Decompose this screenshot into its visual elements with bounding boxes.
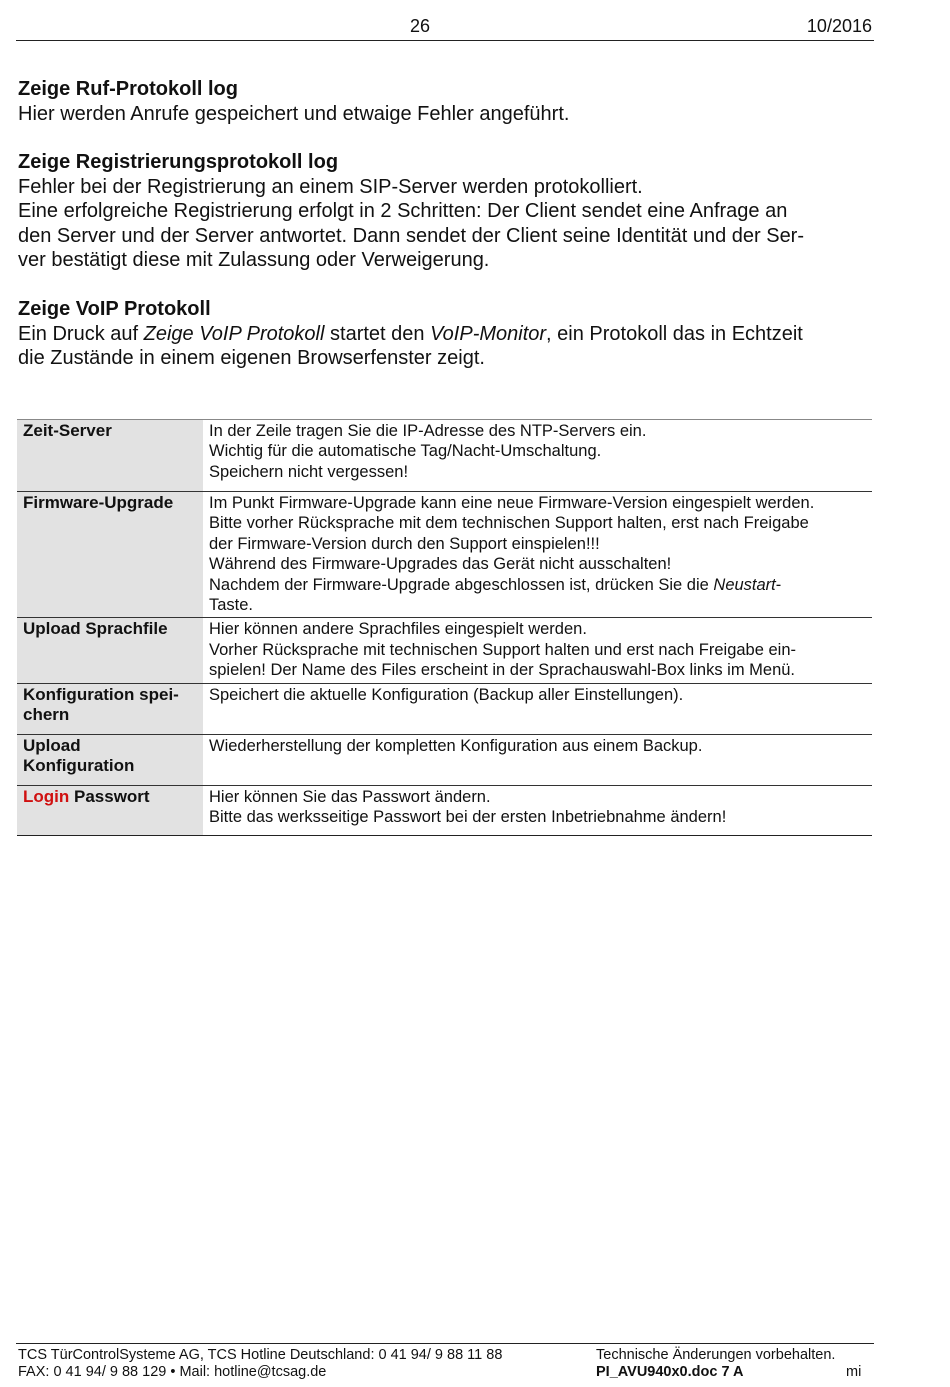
- footer-hotline: TCS TürControlSysteme AG, TCS Hotline Deutschland: 0 41 94/ 9 88 11 88: [18, 1347, 503, 1363]
- label-line: Konfiguration: [23, 756, 135, 776]
- desc-line: Im Punkt Firmware-Upgrade kann eine neue Firmware-Version eingespielt werden.: [209, 494, 815, 512]
- italic-term: Neustart: [713, 575, 776, 594]
- table-row-upload-sprachfile: [17, 618, 872, 683]
- table-row-konfiguration-speichern: [17, 683, 872, 734]
- footer-initials: mi: [846, 1364, 862, 1380]
- desc-line: Bitte das werksseitige Passwort bei der ersten Inbetriebnahme ändern!: [209, 808, 727, 827]
- desc-line: der Firmware-Version durch den Support einspielen!!!: [209, 534, 600, 553]
- section-text: [18, 322, 868, 347]
- row-description: [203, 683, 872, 734]
- row-label: [17, 683, 203, 734]
- desc-line: Wiederherstellung der kompletten Konfiguration aus einem Backup.: [209, 736, 703, 755]
- footer-fax-mail: FAX: 0 41 94/ 9 88 129 • Mail: hotline@tcsag.de: [18, 1364, 327, 1380]
- document-date: 10/2016: [806, 16, 872, 36]
- section-text: die Zustände in einem eigenen Browserfenster zeigt.: [18, 347, 485, 369]
- footer-doc-id: PI_AVU940x0.doc 7 A: [596, 1364, 744, 1380]
- section-title: Zeige Registrierungsprotokoll log: [18, 151, 339, 173]
- section-voip-protokoll: [18, 297, 868, 371]
- section-registrierungsprotokoll: [18, 150, 868, 273]
- row-description: [203, 618, 872, 683]
- desc-line: Hier können Sie das Passwort ändern.: [209, 787, 491, 806]
- desc-line: Wichtig für die automatische Tag/Nacht-Umschaltung.: [209, 442, 602, 461]
- desc-line: In der Zeile tragen Sie die IP-Adresse des NTP-Servers ein.: [209, 422, 647, 440]
- row-description: [203, 785, 872, 835]
- desc-line: Speichern nicht vergessen!: [209, 462, 409, 481]
- text-run: Nachdem der Firmware-Upgrade abgeschlossen ist, drücken Sie die: [209, 575, 714, 594]
- section-text: ver bestätigt diese mit Zulassung oder Verweigerung.: [18, 249, 490, 271]
- table-row-firmware-upgrade: [17, 492, 872, 618]
- desc-line: spielen! Der Name des Files erscheint in der Sprachauswahl-Box links im Menü.: [209, 661, 795, 680]
- label-line: chern: [23, 705, 70, 725]
- table-row-upload-konfiguration: [17, 734, 872, 785]
- section-text: Eine erfolgreiche Registrierung erfolgt in 2 Schritten: Der Client sendet eine Anfrage an: [18, 200, 788, 222]
- desc-line: [209, 575, 866, 595]
- italic-term: VoIP-Monitor: [430, 322, 547, 345]
- row-label: Upload Sprachfile: [17, 618, 203, 683]
- row-description: [203, 492, 872, 618]
- section-ruf-protokoll: [18, 77, 868, 126]
- settings-table: [17, 419, 872, 836]
- text-run: Ein Druck auf: [18, 322, 144, 345]
- section-title: Zeige Ruf-Protokoll log: [18, 78, 238, 100]
- section-title: Zeige VoIP Protokoll: [18, 298, 211, 320]
- row-label: [17, 734, 203, 785]
- text-run: startet den: [324, 322, 431, 345]
- desc-line: Hier können andere Sprachfiles eingespielt werden.: [209, 620, 587, 639]
- footer-doc-info: [596, 1347, 835, 1381]
- label-line: Upload: [23, 735, 81, 755]
- desc-line: Vorher Rücksprache mit technischen Support halten und erst nach Freigabe ein-: [209, 640, 796, 659]
- label-line: Konfiguration spei-: [23, 684, 179, 704]
- page-footer: [16, 1343, 874, 1384]
- footer-contact: [18, 1347, 502, 1381]
- page-header: [16, 14, 874, 41]
- section-text: den Server und der Server antwortet. Dann sendet der Client seine Identität und der Ser-: [18, 224, 805, 247]
- row-description: [203, 420, 872, 492]
- text-run: , ein Protokoll das in Echtzeit: [546, 322, 803, 345]
- login-highlight: Login: [23, 786, 70, 806]
- desc-line: Bitte vorher Rücksprache mit dem technischen Support halten, erst nach Freigabe: [209, 514, 809, 533]
- footer-disclaimer: Technische Änderungen vorbehalten.: [596, 1347, 836, 1363]
- table-row-zeit-server: [17, 420, 872, 492]
- section-text: Fehler bei der Registrierung an einem SIP-Server werden protokolliert.: [18, 175, 643, 198]
- section-text: Hier werden Anrufe gespeichert und etwaige Fehler angeführt.: [18, 102, 570, 125]
- row-label: Firmware-Upgrade: [17, 492, 203, 618]
- page-number: 26: [410, 16, 431, 36]
- label-rest: Passwort: [69, 786, 150, 806]
- row-label: [17, 785, 203, 835]
- desc-line: Speichert die aktuelle Konfiguration (Backup aller Einstellungen).: [209, 685, 684, 704]
- row-label: Zeit-Server: [17, 420, 203, 492]
- text-run: -: [775, 575, 782, 594]
- row-description: [203, 734, 872, 785]
- table-row-login-passwort: [17, 785, 872, 835]
- desc-line: Während des Firmware-Upgrades das Gerät nicht ausschalten!: [209, 555, 672, 574]
- desc-line: Taste.: [209, 596, 254, 615]
- italic-term: Zeige VoIP Protokoll: [143, 322, 325, 345]
